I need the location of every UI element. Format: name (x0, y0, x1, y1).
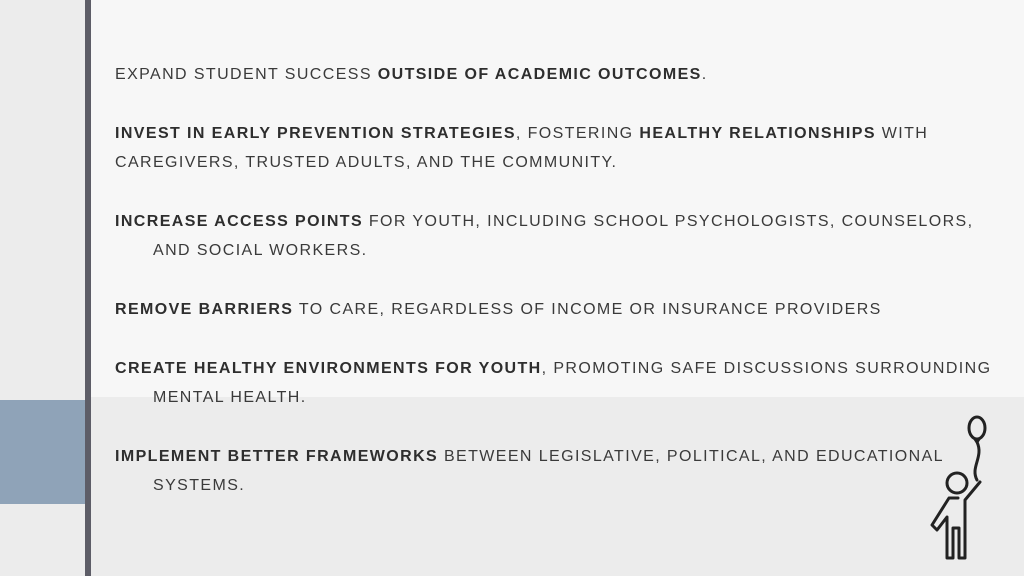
point-text: WITH CAREGIVERS, TRUSTED ADULTS, AND THE COMMUNITY. (115, 125, 929, 171)
point-increase-access (115, 207, 1005, 265)
point-emphasis: CREATE HEALTHY ENVIRONMENTS FOR YOUTH (115, 360, 542, 377)
point-emphasis: HEALTHY RELATIONSHIPS (639, 125, 876, 142)
point-emphasis: REMOVE BARRIERS (115, 301, 294, 318)
point-emphasis: INVEST IN EARLY PREVENTION STRATEGIES (115, 125, 516, 142)
slide-content (115, 60, 1005, 530)
point-emphasis: OUTSIDE OF ACADEMIC OUTCOMES (377, 66, 702, 83)
point-emphasis: IMPLEMENT BETTER FRAMEWORKS (115, 448, 439, 465)
point-text: , FOSTERING (515, 125, 640, 142)
point-expand-student-success (115, 60, 1005, 89)
left-accent-block (0, 400, 86, 504)
point-text: . (701, 66, 708, 83)
point-text: BETWEEN LEGISLATIVE, POLITICAL, AND EDUCATIONAL SYSTEMS. (153, 448, 944, 494)
person-with-balloon-icon (920, 412, 992, 562)
point-create-environments (115, 354, 1005, 412)
point-text: EXPAND STUDENT SUCCESS (115, 66, 378, 83)
point-text: FOR YOUTH, INCLUDING SCHOOL PSYCHOLOGISTS, COUNSELORS, AND SOCIAL WORKERS. (153, 213, 974, 259)
point-text: TO CARE, REGARDLESS OF INCOME OR INSURANCE PROVIDERS (293, 301, 882, 318)
point-implement-frameworks (115, 442, 1005, 500)
point-text: , PROMOTING SAFE DISCUSSIONS SURROUNDING MENTAL HEALTH. (153, 360, 992, 406)
point-emphasis: INCREASE ACCESS POINTS (115, 213, 364, 230)
point-invest-early-prevention (115, 119, 1005, 177)
point-remove-barriers (115, 295, 1005, 324)
